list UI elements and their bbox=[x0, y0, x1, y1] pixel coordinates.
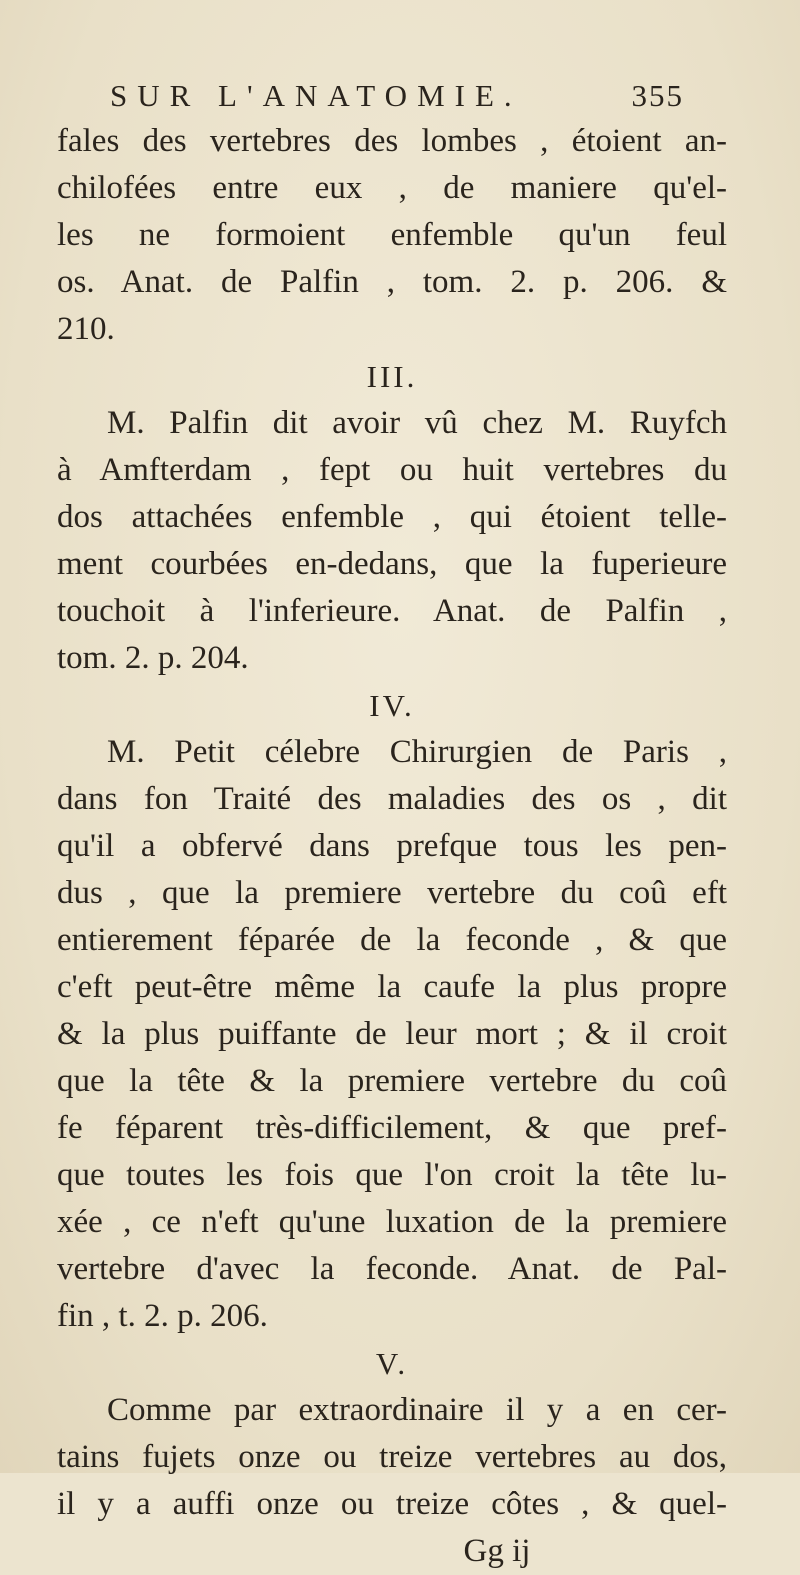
text-line: & la plus puiffante de leur mort ; & il croit bbox=[57, 1016, 727, 1052]
running-header bbox=[110, 78, 684, 114]
text-line: chilofées entre eux , de maniere qu'el- bbox=[57, 170, 727, 206]
text-line: ment courbées en-dedans, que la fuperieure bbox=[57, 546, 727, 582]
text-line: fales des vertebres des lombes , étoient an- bbox=[57, 123, 727, 159]
text-line: touchoit à l'inferieure. Anat. de Palfin , bbox=[57, 593, 727, 629]
text-line: tains fujets onze ou treize vertebres au dos, bbox=[57, 1439, 727, 1475]
section-numeral: III. bbox=[366, 359, 418, 394]
text-line: 210. bbox=[57, 311, 115, 347]
text-line: fe féparent très-difficilement, & que pref- bbox=[57, 1110, 727, 1146]
text-line: que toutes les fois que l'on croit la tête lu- bbox=[57, 1157, 727, 1193]
text-line: que la tête & la premiere vertebre du coû bbox=[57, 1063, 727, 1099]
text-line: qu'il a obfervé dans prefque tous les pen- bbox=[57, 828, 727, 864]
text-line: tom. 2. p. 204. bbox=[57, 640, 249, 676]
paragraph-start-line: M. Petit célebre Chirurgien de Paris , bbox=[107, 734, 727, 770]
text-line: dus , que la premiere vertebre du coû eft bbox=[57, 875, 727, 911]
text-line: à Amfterdam , fept ou huit vertebres du bbox=[57, 452, 727, 488]
section-numeral: IV. bbox=[369, 688, 415, 723]
text-line: il y a auffi onze ou treize côtes , & quel- bbox=[57, 1486, 727, 1522]
text-line: os. Anat. de Palfin , tom. 2. p. 206. & bbox=[57, 264, 727, 300]
text-line: entierement féparée de la feconde , & que bbox=[57, 922, 727, 958]
text-line: fin , t. 2. p. 206. bbox=[57, 1298, 268, 1334]
text-line: dans fon Traité des maladies des os , dit bbox=[57, 781, 727, 817]
paragraph-start-line: M. Palfin dit avoir vû chez M. Ruyfch bbox=[107, 405, 727, 441]
page-body-text bbox=[57, 118, 727, 1575]
text-line: dos attachées enfemble , qui étoient telle- bbox=[57, 499, 727, 535]
running-title: SUR L'ANATOMIE. bbox=[110, 78, 522, 113]
paragraph-start-line: Comme par extraordinaire il y a en cer- bbox=[107, 1392, 727, 1428]
text-line: les ne formoient enfemble qu'un feul bbox=[57, 217, 727, 253]
page-number: 355 bbox=[631, 78, 684, 113]
section-numeral: V. bbox=[375, 1346, 409, 1381]
text-line: xée , ce n'eft qu'une luxation de la premiere bbox=[57, 1204, 727, 1240]
signature-mark: Gg ij bbox=[463, 1533, 531, 1569]
text-line: vertebre d'avec la feconde. Anat. de Pal- bbox=[57, 1251, 727, 1287]
text-line: c'eft peut-être même la caufe la plus propre bbox=[57, 969, 727, 1005]
